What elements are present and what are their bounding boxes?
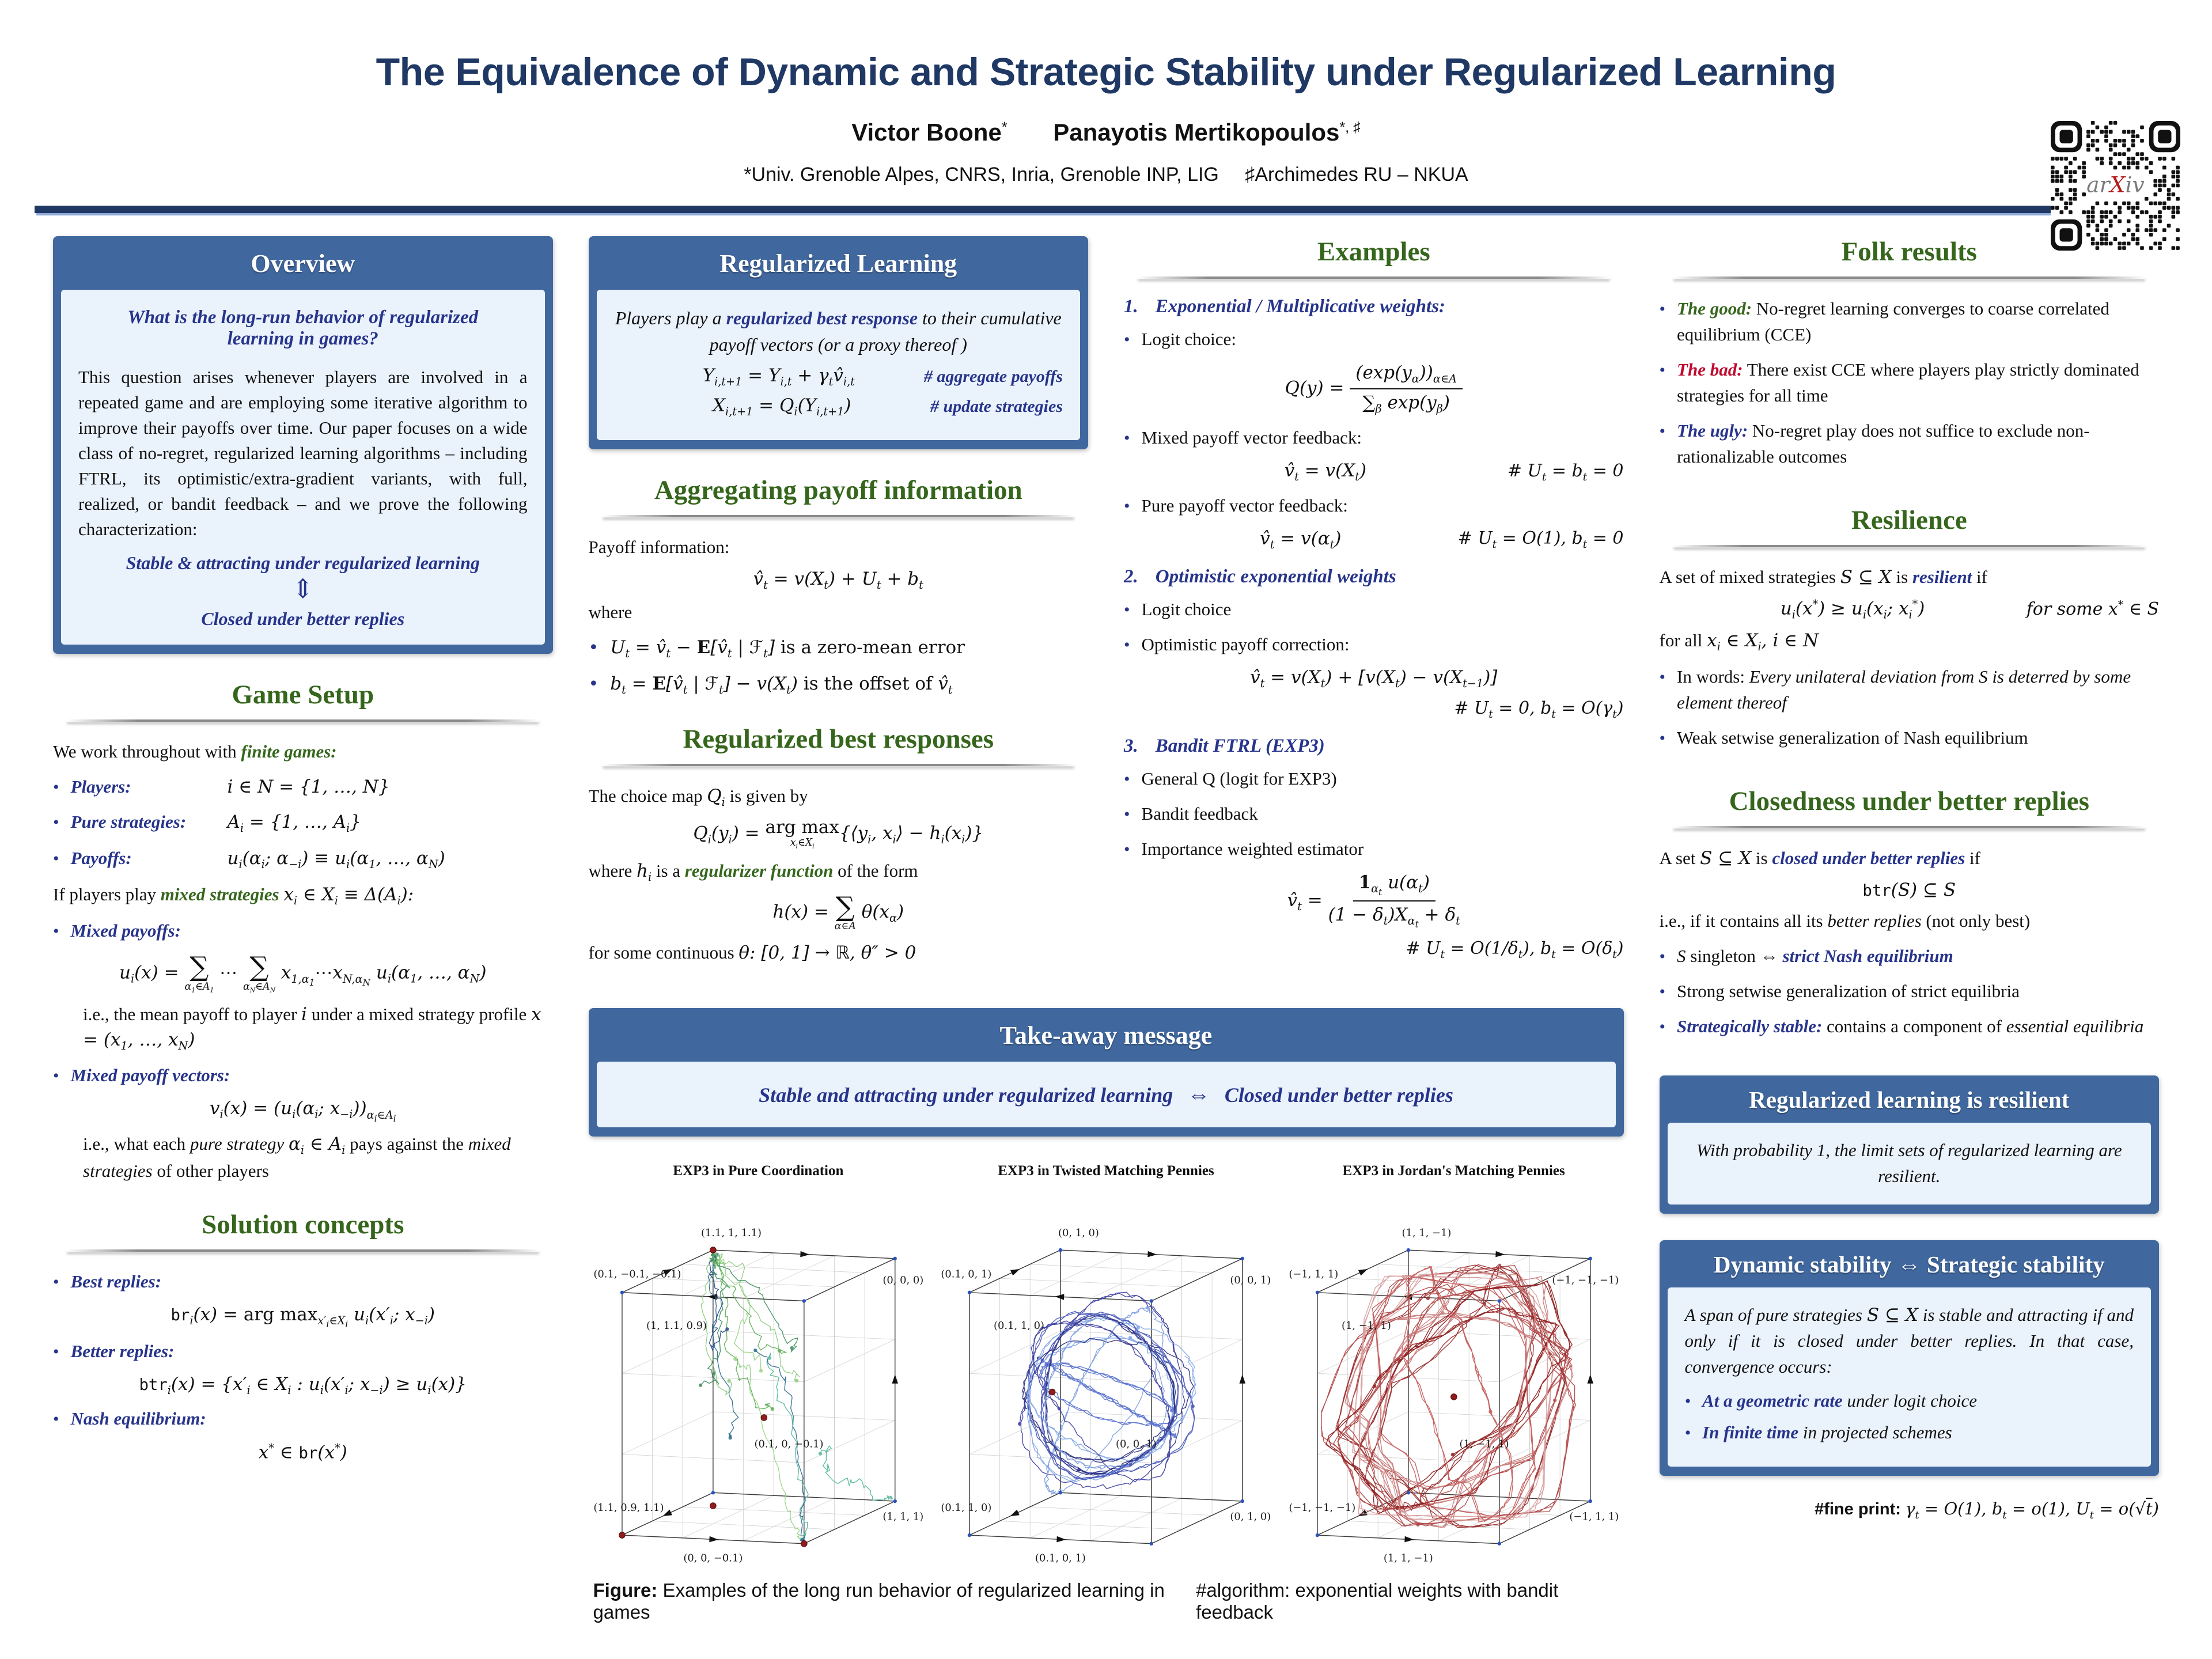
mixed-feedback-equation	[1143, 460, 1624, 483]
bullet-text: • Strategically stable: contains a component of essential equilibria	[1677, 1016, 2144, 1036]
where-label: where	[588, 602, 632, 623]
bullet-bandit-feedback	[1124, 801, 1624, 827]
svg-text:(1.1, 0.9, 1.1): (1.1, 0.9, 1.1)	[593, 1502, 664, 1514]
bullet-math: i ∈ N = {1, …, N}	[227, 777, 390, 798]
figure-panel-title: EXP3 in Jordan's Matching Pennies	[1342, 1163, 1565, 1179]
fine-print: #fine print: $\gamma_t = O(1)$, $b_t = o(1)$, $U_t = o(√t)$	[1815, 1498, 2159, 1521]
svg-text:(1.1, 1, 1.1): (1.1, 1, 1.1)	[700, 1227, 762, 1240]
bullet-math: • $U_t$ = $v̂_t$ − $E[v̂_t$ | ℱ$_t$] is a zero-mean error	[610, 637, 965, 661]
choice-map-formula: $Q_i(y_i)$ = arg max $x_i\in X_i$ {$⟨y_i$, $x_i⟩ - h_i(x_i)$}	[693, 817, 984, 850]
section-aggregating	[589, 475, 1089, 698]
bullet-zero-mean-error	[589, 635, 1089, 662]
overview-equiv-top: Stable & attracting under regularized learning	[126, 552, 480, 574]
regularized-learning-lead: Players play a regularized best response to their cumulative payoff vectors (or a proxy thereof )	[615, 308, 1062, 355]
equation-comment: # $U_t = O(1)$, $b_t = 0$	[1457, 528, 1624, 551]
header	[0, 0, 2212, 213]
figure-caption-label: Figure:	[593, 1579, 658, 1601]
resilience-heading: Resilience	[1851, 505, 1967, 535]
rbr-heading: Regularized best responses	[683, 724, 994, 755]
regularizer-formula: h(x) = ∑ α∈A $\theta(x_\alpha)$	[772, 891, 904, 933]
bullet-label: • Better replies:	[70, 1340, 175, 1361]
author-2	[1053, 119, 1361, 146]
optimistic-correction-formula: $v̂_t = v(X_t) + [v(X_t) - v(X_{t-1})]$	[1250, 666, 1498, 690]
svg-text:(−1, −1, −1): (−1, −1, −1)	[1552, 1274, 1619, 1287]
bullet-label-plain: • Logit choice:	[1141, 329, 1236, 349]
solution-concepts-heading: Solution concepts	[202, 1209, 404, 1240]
best-replies-formula: $br_i(x)$ = arg $\max_{x'_i\in X_i} u_i(x'_i$; $x_{-i}$)	[171, 1304, 435, 1330]
dynamic-stability-text: A span of pure strategies S ⊆ X is stable and attracting if and only if it is closed under better replies. In that case, convergence occurs:	[1684, 1304, 2134, 1377]
bullet-text: • Strong setwise generalization of strict equilibria	[1677, 980, 2020, 1001]
aggregating-heading: Aggregating payoff information	[654, 475, 1022, 506]
takeaway-body: Stable and attracting under regularized learning ⇔ Closed under better replies	[597, 1062, 1616, 1127]
takeaway-box	[589, 1008, 1624, 1137]
section-rule	[67, 1249, 539, 1252]
author-2-mark: *, ♯	[1339, 119, 1361, 135]
affiliations-line	[0, 164, 2212, 186]
bullet-in-words	[1660, 664, 2160, 716]
bullet-label-plain: • Bandit feedback	[1141, 803, 1258, 824]
bullet-label: • Players:	[70, 777, 131, 797]
closedness-intro: A set S ⊆ X is closed under better replies if	[1659, 848, 1980, 869]
section-closedness	[1660, 786, 2160, 1049]
bullet-weak-setwise	[1660, 725, 2160, 751]
closedness-note: i.e., if it contains all its better replies (not only best)	[1659, 910, 2031, 931]
svg-text:(0, 0, 1): (0, 0, 1)	[1116, 1438, 1157, 1450]
bullet-label: • Mixed payoff vectors:	[70, 1065, 230, 1086]
figure-caption-body: Examples of the long run behavior of regularized learning in games	[593, 1579, 1165, 1623]
author-1-mark: *	[1001, 119, 1007, 135]
equation: $X_{i,t+1} = Q_i(Y_{i,t+1})$	[712, 395, 851, 419]
closedness-heading: Closedness under better replies	[1729, 786, 2089, 816]
equation-comment: # $U_t = b_t = 0$	[1507, 461, 1624, 483]
bullet-label-plain: • Optimistic payoff correction:	[1141, 634, 1350, 654]
figure-panel-title: EXP3 in Twisted Matching Pennies	[998, 1163, 1214, 1179]
closedness-formula: btr(S) ⊆ S	[1862, 879, 1956, 900]
example-number: 2.	[1124, 566, 1138, 587]
equation: $Y_{i,t+1} = Y_{i,t}$ + $\gamma_tv̂_{i,t}$	[702, 365, 855, 388]
mixed-strategies-line: If players play mixed strategies $x_i$ ∈ $X_i \equiv \Delta(A_i)$:	[53, 884, 414, 908]
column-regularized-learning	[589, 236, 1089, 972]
bullet-offset	[589, 671, 1089, 698]
example-number: 3.	[1124, 735, 1138, 756]
equation-comment: # update strategies	[930, 397, 1063, 416]
resilient-result-title: Regularized learning is resilient	[1749, 1086, 2070, 1113]
bullet-label: • Best replies:	[70, 1271, 162, 1291]
overview-box-body	[61, 290, 545, 645]
updown-arrow-icon: ⇕	[291, 574, 315, 604]
figure-caption	[593, 1580, 1619, 1623]
figure-panel-3	[1284, 1163, 1624, 1573]
rbr-line1: The choice map $Q_i$ is given by	[588, 786, 808, 809]
svg-text:(0.1, 0, 1): (0.1, 0, 1)	[1035, 1552, 1086, 1565]
example-3-title	[1124, 736, 1624, 757]
affiliation-1: *Univ. Grenoble Alpes, CNRS, Inria, Grenoble INP, LIG	[744, 164, 1219, 185]
payoff-vectors-formula: $v_i(x) = (u_i(\alpha_i$; $x_{-i}))_{\alpha_i\in A_i}$	[209, 1098, 396, 1124]
bullet-label: The bad:	[1677, 359, 1743, 380]
column-examples	[1124, 236, 1624, 968]
update-strategies-equation	[634, 395, 1063, 418]
svg-text:(0.1, −0.1, −0.1): (0.1, −0.1, −0.1)	[593, 1268, 681, 1281]
bullet-finite-time	[1685, 1420, 2134, 1446]
resilience-forall: for all $x_i$ ∈ $X_i$, i ∈ N	[1659, 630, 1819, 654]
example-title: Bandit FTRL (EXP3)	[1155, 735, 1325, 756]
section-resilience	[1660, 505, 2160, 760]
overview-equiv-bottom: Closed under better replies	[201, 608, 405, 630]
section-solution-concepts	[53, 1209, 553, 1463]
svg-text:(1, 1, −1): (1, 1, −1)	[1383, 1552, 1433, 1565]
svg-text:(0, 0, −0.1): (0, 0, −0.1)	[683, 1552, 743, 1565]
bullet-text: No-regret learning converges to coarse correlated equilibrium (CCE)	[1677, 298, 2109, 344]
bullet-label-plain: • Mixed payoff vector feedback:	[1141, 427, 1362, 448]
example-2-title	[1124, 566, 1624, 588]
svg-text:(−1, 1, 1): (−1, 1, 1)	[1569, 1511, 1619, 1524]
bullet-singleton	[1660, 944, 2160, 969]
payoff-vectors-note: i.e., what each pure strategy $\alpha_i$ ∈ $A_i$ pays against the mixed strategies of other players	[83, 1134, 511, 1181]
mixed-payoffs-formula: $u_i(x)$ = ∑ $\alpha_1\in A_1$ ⋯ ∑ $\alpha_N\in A_N$ $x_{1,\alpha_1}\cdots x_{N,\alpha_N}$ $u_i(\alpha_1$, …, $\alpha_N$)	[119, 951, 487, 994]
bullet-logit-choice-2	[1124, 597, 1624, 623]
bullet-logit-choice	[1124, 327, 1624, 353]
svg-text:(0.1, 1, 0): (0.1, 1, 0)	[941, 1502, 992, 1514]
svg-text:(0, 1, 0): (0, 1, 0)	[1230, 1511, 1271, 1524]
bullet-better-replies	[53, 1339, 553, 1365]
svg-text:(1, 1.1, 0.9): (1, 1.1, 0.9)	[646, 1320, 707, 1332]
bullet-text: • At a geometric rate under logit choice	[1702, 1390, 1977, 1411]
svg-text:(0, 0, 0): (0, 0, 0)	[882, 1274, 923, 1287]
bullet-optimistic-correction	[1124, 632, 1624, 658]
mixed-payoffs-note: i.e., the mean payoff to player i under a mixed strategy profile $x = (x_1$, …, $x_N$)	[83, 1003, 541, 1053]
bullet-strategically-stable	[1660, 1014, 2160, 1040]
bullet-players	[53, 774, 553, 800]
svg-text:(1, −1, 1): (1, −1, 1)	[1459, 1438, 1509, 1450]
bullet-text: There exist CCE where players play strictly dominated strategies for all time	[1677, 359, 2139, 406]
bullet-mixed-payoff-vectors	[53, 1063, 553, 1089]
affiliation-2: ♯Archimedes RU – NKUA	[1245, 164, 1468, 185]
equation-comment: # $U_t = O(1/\delta_t)$, $b_t = O(\delta_t)$	[1406, 938, 1624, 961]
example-title: Exponential / Multiplicative weights:	[1155, 296, 1446, 317]
middle-band	[589, 1008, 1624, 1623]
figure-panel-title: EXP3 in Pure Coordination	[673, 1163, 844, 1179]
bullet-general-q	[1124, 766, 1624, 792]
better-replies-formula: $btr_i(x) = \{x'_i$ ∈ $X_i$ : $u_i(x'_i$; $x_{-i}) \ge u_i(x)$}	[139, 1373, 467, 1397]
example-title: Optimistic exponential weights	[1155, 566, 1396, 587]
payoff-information-label: Payoff information:	[588, 537, 730, 558]
importance-weighted-comment-row	[1143, 938, 1624, 961]
bullet-mixed-feedback	[1124, 425, 1624, 451]
section-rule	[1673, 545, 2146, 547]
figure-caption-text	[593, 1580, 1196, 1623]
bullet-best-replies	[53, 1269, 553, 1295]
bullet-the-bad	[1660, 357, 2160, 409]
bullet-text: No-regret play does not suffice to exclude non-rationalizable outcomes	[1677, 420, 2090, 467]
svg-text:arXiv: arXiv	[2086, 172, 2145, 198]
bullet-label: The ugly:	[1677, 420, 1748, 441]
bullet-label-plain: • Importance weighted estimator	[1141, 838, 1364, 859]
section-game-setup	[53, 679, 553, 1184]
bullet-label: • Mixed payoffs:	[70, 921, 181, 941]
svg-text:(−1, −1, −1): (−1, −1, −1)	[1289, 1502, 1356, 1514]
authors-line	[0, 119, 2212, 146]
bullet-importance-weighted	[1124, 836, 1624, 862]
rbr-line2: where $h_i$ is a regularizer function of the form	[588, 860, 918, 884]
regularized-learning-box	[589, 236, 1089, 449]
section-folk-results	[1660, 236, 2160, 479]
dynamic-stability-body	[1668, 1287, 2152, 1467]
overview-box-title: Overview	[251, 249, 355, 278]
dynamic-stability-box	[1660, 1240, 2160, 1476]
bullet-label: • Payoffs:	[70, 848, 132, 869]
equation-comment: # $U_t = 0$, $b_t = O(\gamma_t)$	[1454, 698, 1624, 721]
regularized-learning-title: Regularized Learning	[719, 249, 957, 278]
equation: $v̂_t = v(X_t)$	[1284, 460, 1367, 484]
section-rule	[1138, 276, 1610, 279]
section-regularized-best-responses	[589, 724, 1089, 965]
game-setup-heading: Game Setup	[232, 680, 374, 710]
svg-text:(0.1, 0, −0.1): (0.1, 0, −0.1)	[753, 1438, 823, 1450]
figure-grid	[589, 1163, 1624, 1573]
resilience-intro: A set of mixed strategies S ⊆ X is resilient if	[1659, 566, 1987, 588]
bullet-label-plain: • Logit choice	[1141, 599, 1232, 619]
rbr-line3: for some continuous θ: [0, 1] → ℝ, θ″ > 0	[588, 942, 916, 963]
examples-heading: Examples	[1317, 237, 1430, 267]
poster-body	[0, 213, 2212, 1623]
section-rule	[1673, 276, 2146, 279]
bullet-the-good	[1660, 296, 2160, 348]
author-1-name: Victor Boone	[851, 119, 1002, 146]
figure-algorithm-tag: #algorithm: exponential weights with bandit feedback	[1196, 1579, 1559, 1623]
author-2-name: Panayotis Mertikopoulos	[1053, 119, 1340, 146]
bullet-text: • Weak setwise generalization of Nash equilibrium	[1677, 728, 2028, 748]
dynamic-stability-title: Dynamic stability ⇔ Strategic stability	[1713, 1251, 2105, 1278]
section-examples	[1124, 236, 1624, 961]
section-rule	[603, 515, 1075, 517]
equation-comment: # aggregate payoffs	[923, 366, 1063, 386]
section-rule	[1673, 826, 2146, 828]
svg-text:(0.1, 0, 1): (0.1, 0, 1)	[941, 1268, 992, 1281]
bullet-pure-strategies	[53, 809, 553, 836]
bullet-label: • Pure strategies:	[70, 812, 187, 832]
equation-side: for some x* ∈ S	[2026, 599, 2159, 619]
svg-text:(−1, 1, 1): (−1, 1, 1)	[1289, 1268, 1339, 1281]
bullet-the-ugly	[1660, 418, 2160, 470]
bullet-nash-equilibrium	[53, 1406, 553, 1432]
optimistic-correction-comment-row	[1143, 698, 1624, 721]
importance-weighted-formula: $v̂_t$ = $\frac{1_{\alpha_t} u(\alpha_t)}{(1 - \delta_t)X_{\alpha_t} + \delta_t}$	[1287, 872, 1460, 930]
figure-panel-1	[589, 1163, 929, 1573]
bullet-payoffs	[53, 846, 553, 873]
overview-box	[53, 236, 553, 654]
bullet-math: • $b_t$ = $E[v̂_t$ | ℱ$_t$] − $v(X_t)$ is the offset of $v̂_t$	[610, 673, 953, 697]
page-title: The Equivalence of Dynamic and Strategic Stability under Regularized Learning	[376, 50, 1836, 94]
svg-text:(0.1, 1, 0): (0.1, 1, 0)	[994, 1320, 1045, 1332]
logit-choice-formula: Q(y) = $\frac{(\exp(y_\alpha))_{\alpha\in A}}{\sum_\beta \exp(y_\beta)}$	[1124, 362, 1624, 416]
bullet-pure-feedback	[1124, 493, 1624, 519]
bullet-strong-setwise	[1660, 979, 2160, 1005]
arxiv-qr-code	[2051, 121, 2180, 251]
svg-text:(1, 1, −1): (1, 1, −1)	[1402, 1227, 1452, 1240]
nash-formula: x* ∈ br(x*)	[258, 1441, 347, 1463]
section-rule	[603, 764, 1075, 766]
overview-question: What is the long-run behavior of regularized learning in games?	[127, 307, 479, 349]
resilient-result-body: With probability 1, the limit sets of regularized learning are resilient.	[1668, 1123, 2152, 1205]
bullet-text: • In finite time in projected schemes	[1702, 1422, 1952, 1442]
resilience-equation	[1679, 597, 2160, 622]
bullet-math: $A_i = \{1$, …, $A_i$}	[227, 812, 361, 835]
equation: $v̂_t = v(\alpha_t)$	[1260, 528, 1342, 551]
example-1-title	[1124, 296, 1624, 317]
takeaway-title: Take-away message	[999, 1021, 1213, 1050]
svg-text:(0, 0, 1): (0, 0, 1)	[1230, 1274, 1271, 1287]
example-number: 1.	[1124, 296, 1138, 317]
equation: $u_i(x^*) \ge u_i(x_i$; $x_i^*$)	[1780, 597, 1925, 622]
resilient-result-box	[1660, 1075, 2160, 1214]
bullet-text: • In words: Every unilateral deviation from S is deterred by some element thereof	[1677, 666, 2131, 713]
regularized-learning-body	[597, 290, 1081, 440]
svg-text:(1, −1, 1): (1, −1, 1)	[1341, 1320, 1391, 1332]
game-setup-intro: We work throughout with finite games:	[53, 741, 337, 762]
bullet-label-plain: • General Q (logit for EXP3)	[1141, 768, 1337, 789]
bullet-label: The good:	[1677, 298, 1752, 319]
header-divider	[35, 206, 2177, 213]
bullet-geometric-rate	[1685, 1388, 2134, 1414]
pure-feedback-equation	[1143, 528, 1624, 551]
bullet-label: • Nash equilibrium:	[70, 1408, 206, 1429]
overview-text: This question arises whenever players are involved in a repeated game and are employing some iterative algorithm to improve their payoffs over time. Our paper focuses on a wide class of no-regret, regularized learning algorithms – including FTRL, its optimistic/extra-gradient variants, with full, realized, or bandit feedback – and we prove the following characterization:	[78, 367, 528, 540]
svg-text:(1, 1, 1): (1, 1, 1)	[882, 1511, 923, 1524]
aggregate-payoffs-equation	[634, 365, 1063, 388]
bullet-mixed-payoffs	[53, 918, 553, 944]
folk-results-heading: Folk results	[1841, 237, 1977, 267]
bullet-label-plain: • Pure payoff vector feedback:	[1141, 495, 1348, 516]
figure-panel-2	[936, 1163, 1276, 1573]
bullet-text: • S singleton ⇔ strict Nash equilibrium	[1677, 945, 1953, 966]
column-results	[1660, 236, 2160, 1521]
section-rule	[67, 719, 539, 722]
column-overview	[53, 236, 553, 1471]
bullet-math: $u_i(\alpha_i$; $\alpha_{-i}) \equiv u_i(\alpha_1$, …, $\alpha_N$)	[227, 848, 445, 872]
payoff-information-formula: $v̂_t = v(X_t) + U_t + b_t$	[753, 569, 923, 592]
author-1	[851, 119, 1007, 146]
svg-text:(0, 1, 0): (0, 1, 0)	[1058, 1227, 1100, 1240]
